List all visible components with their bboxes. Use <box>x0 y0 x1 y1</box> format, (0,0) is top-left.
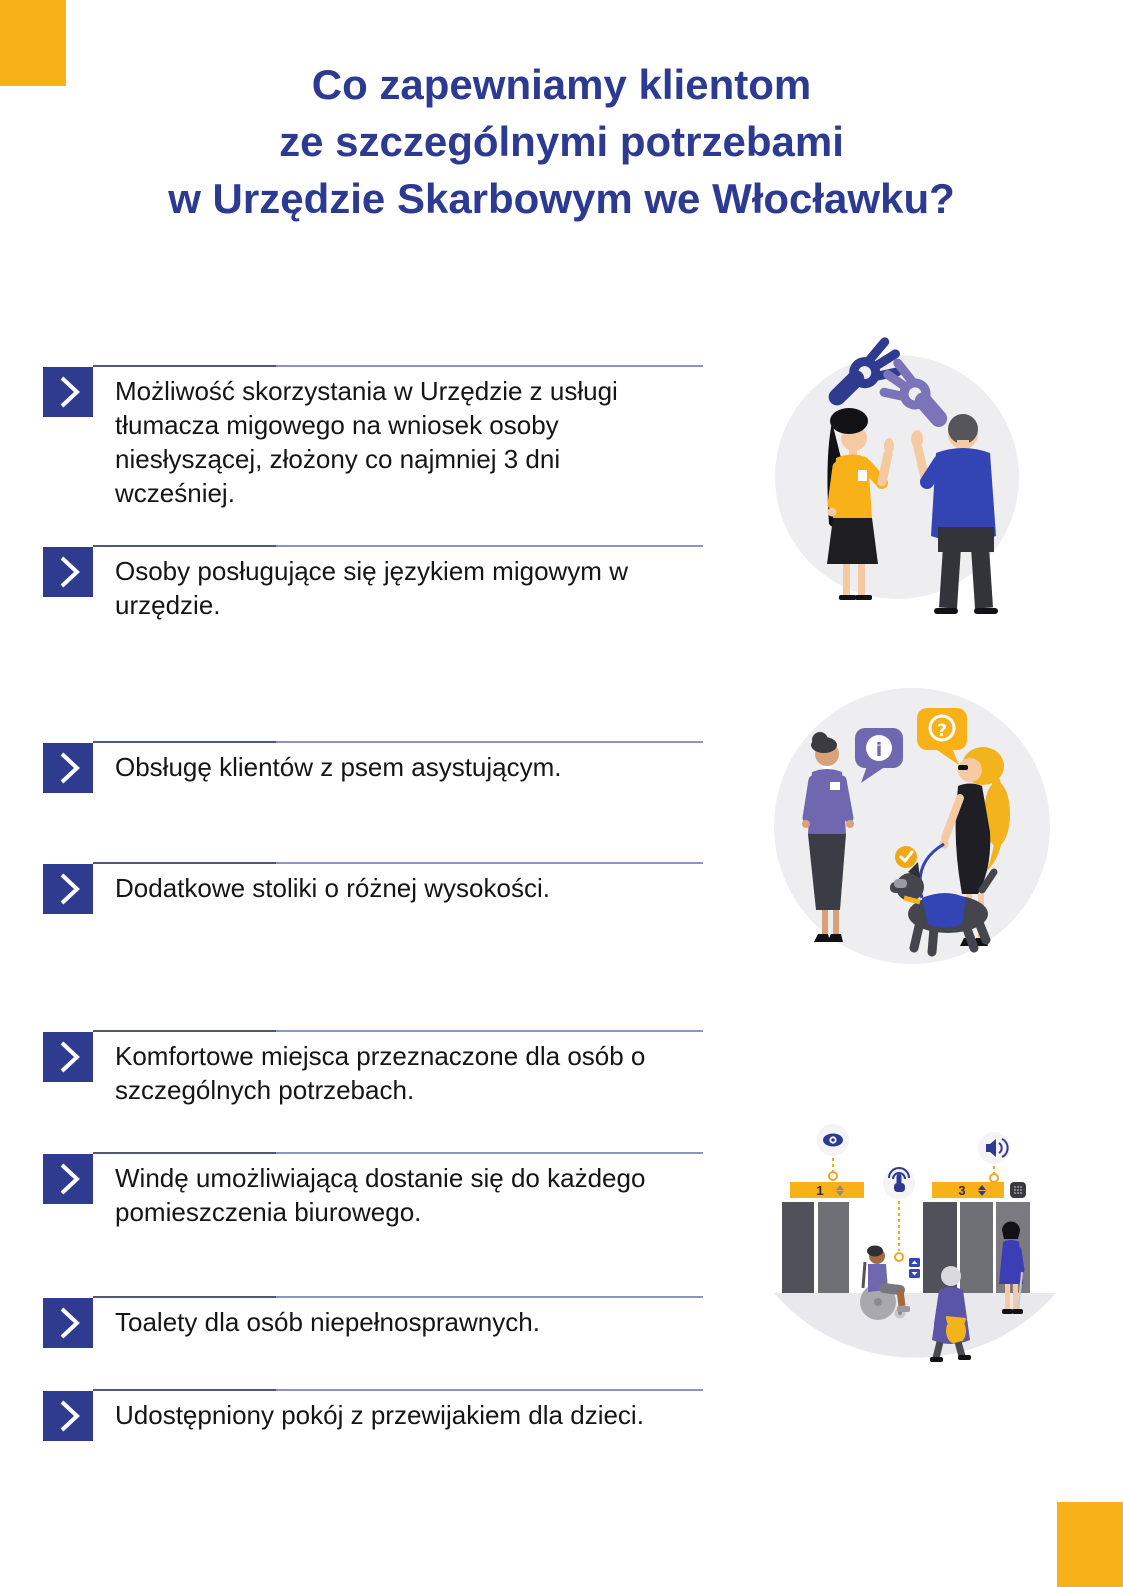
right-floor-indicator: 3 <box>958 1183 966 1198</box>
page-title <box>0 56 1123 227</box>
divider-line <box>93 1152 703 1154</box>
list-item <box>43 545 713 695</box>
elevator-accessibility-illustration <box>768 1112 1060 1364</box>
chevron-icon <box>43 864 93 914</box>
divider-line <box>93 1389 703 1391</box>
divider-line <box>93 545 703 547</box>
list-item-text: Dodatkowe stoliki o różnej wysokości. <box>115 873 550 903</box>
chevron-icon <box>43 1032 93 1082</box>
chevron-icon <box>43 367 93 417</box>
list-item <box>43 1389 713 1539</box>
assistance-dog-illustration <box>770 682 1054 968</box>
list-item <box>43 862 713 1012</box>
corner-accent-bottom-right <box>1057 1502 1123 1587</box>
list-item-text: Udostępniony pokój z przewijakiem dla dzieci. <box>115 1400 644 1430</box>
left-floor-indicator: 1 <box>816 1183 824 1198</box>
audio-icon <box>978 1132 1010 1182</box>
touch-button-icon <box>883 1167 915 1261</box>
list-item-text: Toalety dla osób niepełnosprawnych. <box>115 1307 540 1337</box>
list-item <box>43 365 713 515</box>
divider-line <box>93 862 703 864</box>
list-item-text: Komfortowe miejsca przeznaczone dla osób o szczególnych potrzebach. <box>115 1041 646 1105</box>
chevron-icon <box>43 547 93 597</box>
question-icon: ? <box>937 721 947 741</box>
speaker-grille <box>1010 1182 1026 1198</box>
chevron-icon <box>43 1154 93 1204</box>
list-item-text: Obsługę klientów z psem asystującym. <box>115 752 562 782</box>
eye-icon <box>817 1124 849 1180</box>
page-title-line-1: Co zapewniamy klientom <box>311 61 812 108</box>
info-icon: i <box>875 739 883 761</box>
left-elevator <box>782 1182 864 1293</box>
divider-line <box>93 741 703 743</box>
divider-line <box>93 365 703 367</box>
check-badge-icon <box>895 846 917 868</box>
chevron-icon <box>43 1298 93 1348</box>
sign-language-illustration <box>770 322 1022 614</box>
divider-line <box>93 1296 703 1298</box>
chevron-icon <box>43 743 93 793</box>
divider-line <box>93 1030 703 1032</box>
list-item-text: Osoby posługujące się językiem migowym w urzędzie. <box>115 556 628 620</box>
list-item <box>43 1152 713 1302</box>
chevron-icon <box>43 1391 93 1441</box>
page-title-line-2: ze szczególnymi potrzebami <box>279 118 844 165</box>
page-title-line-3: w Urzędzie Skarbowym we Włocławku? <box>168 175 955 222</box>
list-item-text: Windę umożliwiającą dostanie się do każdego pomieszczenia biurowego. <box>115 1163 646 1227</box>
list-item-text: Możliwość skorzystania w Urzędzie z usługi tłumacza migowego na wniosek osoby niesłyszącej, złożony co najmniej 3 dni wcześniej. <box>115 376 618 508</box>
call-button-panel <box>909 1258 920 1278</box>
